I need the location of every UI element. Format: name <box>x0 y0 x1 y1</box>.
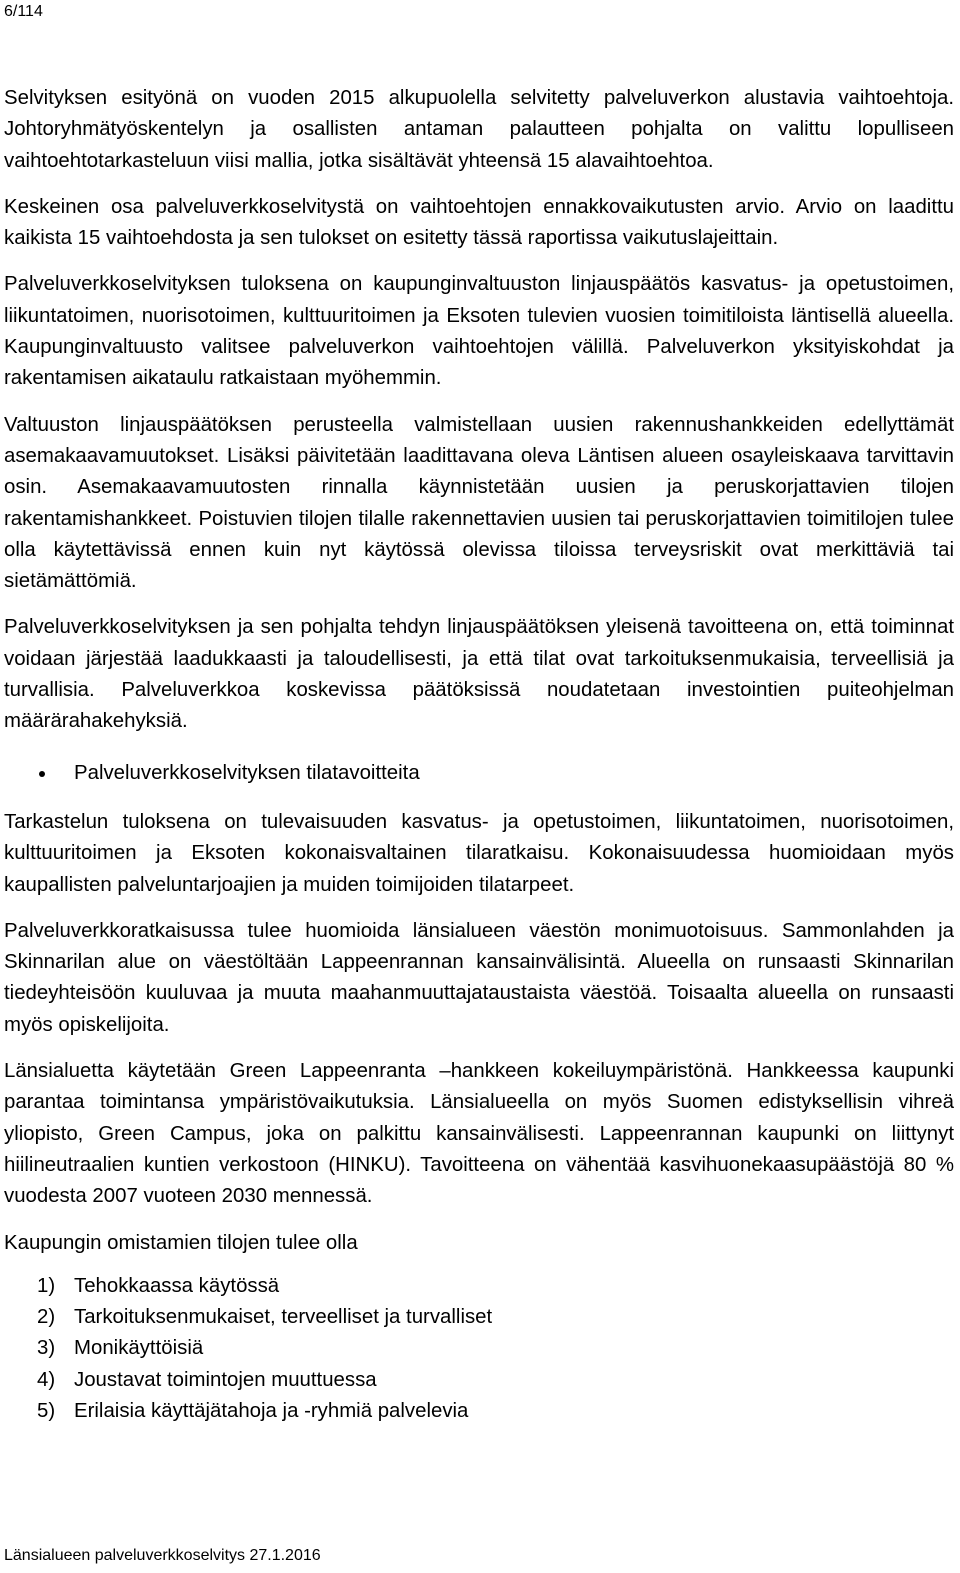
list-marker: 1) <box>37 1274 56 1297</box>
list-item-text: Monikäyttöisiä <box>74 1337 204 1360</box>
page-number: 6/114 <box>4 3 43 20</box>
paragraph: Palveluverkkoratkaisussa tulee huomioida länsialueen väestön monimuotoisuus. Sammonlahden ja Skinnarilan alue on väestöltään Lappeenrannan kansainvälisintä. Alueella on runsaasti Skinnarilan tiedeyhteisöön kuuluvaa ja muuta maahanmuuttajataustaista väestöä. Toisaalta alueella on runsaasti myös opiskelijoita. <box>4 919 954 1036</box>
list-marker: 3) <box>37 1337 56 1360</box>
list-marker: 4) <box>37 1368 56 1391</box>
document-body <box>4 83 954 1427</box>
list-marker: 5) <box>37 1399 56 1422</box>
paragraph: Valtuuston linjauspäätöksen perusteella valmistellaan uusien rakennushankkeiden edellyttämät asemakaavamuutokset. Lisäksi päivitetään laadittavana oleva Läntisen alueen osayleiskaava tarvittavin osin. Asemakaavamuutosten rinnalla käynnistetään uusien ja peruskorjattavien tilojen rakentamishankkeet. Poistuvien tilojen tilalle rakennettavien uusien tai peruskorjattavien toimitilojen tulee olla käytettävissä ennen kuin nyt käytössä olevissa tiloissa terveysriskit ovat merkittäviä tai sietämättömiä. <box>4 413 954 593</box>
bullet-icon <box>39 771 45 777</box>
bullet-list <box>4 758 954 789</box>
paragraph: Palveluverkkoselvityksen ja sen pohjalta tehdyn linjauspäätöksen yleisenä tavoitteena on, että toiminnat voidaan järjestää laadukkaasti ja taloudellisesti, ja että tilat ovat tarkoituksenmukaisia, terveellisiä ja turvallisia. Palveluverkkoa koskevissa päätöksissä noudatetaan investointien puiteohjelman määrärahakehyksiä. <box>4 616 954 733</box>
list-marker: 2) <box>37 1306 56 1329</box>
list-item-text: Erilaisia käyttäjätahoja ja -ryhmiä palvelevia <box>74 1399 469 1422</box>
paragraph: Palveluverkkoselvityksen tuloksena on kaupunginvaltuuston linjauspäätös kasvatus- ja opetustoimen, liikuntatoimen, nuorisotoimen, kulttuuritoimen ja Eksoten tulevien vuosien toimitiloista läntisellä alueella. Kaupunginvaltuusto valitsee palveluverkon vaihtoehtojen välillä. Palveluverkon yksityiskohdat ja rakentamisen aikataulu ratkaistaan myöhemmin. <box>4 273 954 390</box>
paragraph: Tarkastelun tuloksena on tulevaisuuden kasvatus- ja opetustoimen, liikuntatoimen, nuorisotoimen, kulttuuritoimen ja Eksoten kokonaisvaltainen tilaratkaisu. Kokonaisuudessa huomioidaan myös kaupallisten palveluntarjoajien ja muiden toimijoiden tilatarpeet. <box>4 810 954 896</box>
page-footer: Länsialueen palveluverkkoselvitys 27.1.2016 <box>4 1547 321 1564</box>
bullet-heading: Palveluverkkoselvityksen tilatavoitteita <box>74 761 420 784</box>
list-item-text: Tehokkaassa käytössä <box>74 1274 280 1297</box>
list-item-text: Joustavat toimintojen muuttuessa <box>74 1368 377 1391</box>
paragraph: Länsialuetta käytetään Green Lappeenranta –hankkeen kokeiluympäristönä. Hankkeessa kaupunki parantaa toimintansa ympäristövaikutuksia. Länsialueella on myös Suomen edistyksellisin vihreä yliopisto, Green Campus, joka on palkittu kansainvälisesti. Lappeenrannan kaupunki on liittynyt hiilineutraalien kuntien verkostoon (HINKU). Tavoitteena on vähentää kasvihuonekaasupäästöjä 80 % vuodesta 2007 vuoteen 2030 mennessä. <box>4 1060 954 1208</box>
paragraph: Kaupungin omistamien tilojen tulee olla <box>4 1231 358 1254</box>
list-item <box>4 1396 954 1427</box>
list-item-text: Tarkoituksenmukaiset, terveelliset ja turvalliset <box>74 1306 493 1329</box>
list-item <box>4 758 954 789</box>
paragraph: Keskeinen osa palveluverkkoselvitystä on vaihtoehtojen ennakkovaikutusten arvio. Arvio on laadittu kaikista 15 vaihtoehdosta ja sen tulokset on esitetty tässä raportissa vaikutuslajeittain. <box>4 195 954 250</box>
list-item <box>4 1271 954 1302</box>
list-item <box>4 1365 954 1396</box>
paragraph: Selvityksen esityönä on vuoden 2015 alkupuolella selvitetty palveluverkon alustavia vaihtoehtoja. Johtoryhmätyöskentelyn ja osallisten antaman palautteen pohjalta on valittu lopulliseen vaihtoehtotarkasteluun viisi mallia, jotka sisältävät yhteensä 15 alavaihtoehtoa. <box>4 87 954 172</box>
list-item <box>4 1333 954 1364</box>
list-item <box>4 1302 954 1333</box>
numbered-list <box>4 1271 954 1427</box>
